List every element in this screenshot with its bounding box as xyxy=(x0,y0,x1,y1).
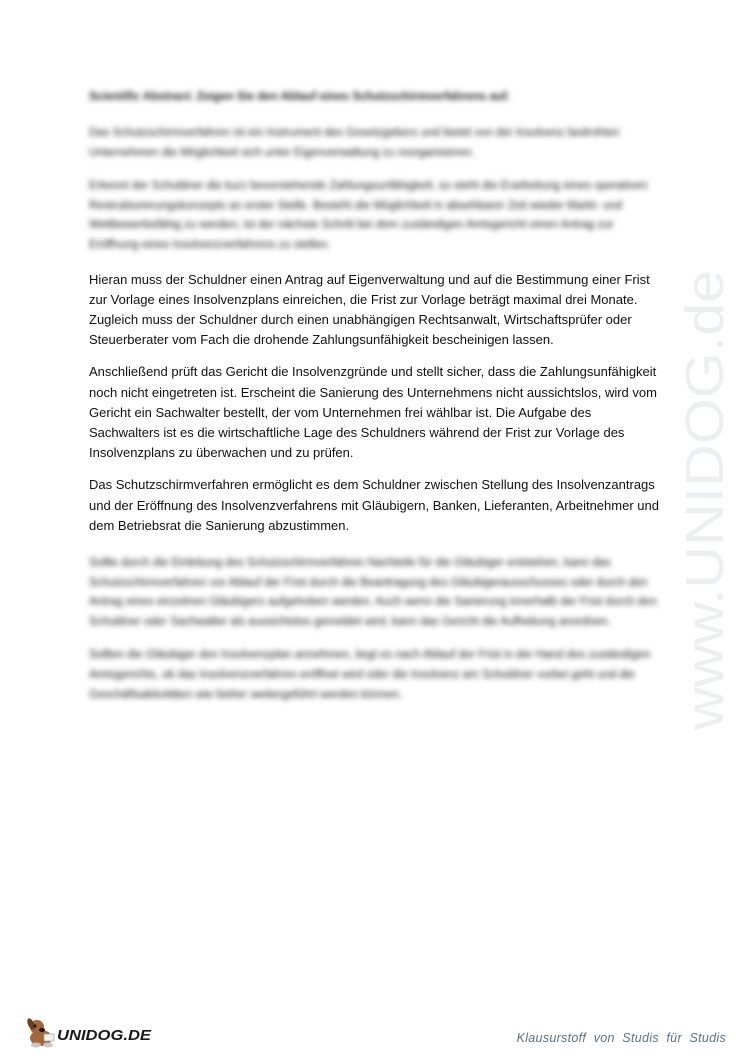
dog-mascot-icon xyxy=(26,1017,54,1047)
logo-text: UNIDOG.DE xyxy=(57,1027,153,1044)
paragraph-6: Sollte durch die Einleitung des Schutzschirmverfahren Nachteile für die Gläubiger entstehen, kann das Schutzschirmverfahren vor Ablauf der Frist durch die Beantragung des Gläubigerausschusses oder durch den Antrag eines einzelnen Gläubigers aufgehoben werden. Auch wenn die Sanierung innerhalb der Frist durch den Schuldner oder Sachwalter als aussichtslos gemeldet wird, kann das Gericht die Aufhebung anordnen. xyxy=(89,557,657,628)
paragraph-7: Sollten die Gläubiger den Insolvenzplan annehmen, liegt es nach Ablauf der Frist in der Hand des zuständigen Amtsgerichts, ob das Insolvenzverfahren eröffnet wird oder die Insolvenz am Schuldner vorbei geht und die Geschäftsaktivitäten wie bisher weitergeführt werden können. xyxy=(89,649,651,701)
watermark xyxy=(668,265,748,735)
paragraph-3: Hieran muss der Schuldner einen Antrag auf Eigenverwaltung und auf die Bestimmung einer Frist zur Vorlage eines Insolvenzplans einreichen, die Frist zur Vorlage beträgt maximal drei Monate. Zugleich muss der Schuldner durch einen unabhängigen Rechtsanwalt, Wirtschaftsprüfer oder Steuerberater vom Fach die drohende Zahlungsunfähigkeit bescheinigen lassen. xyxy=(89,271,650,348)
unidog-logo xyxy=(24,1014,154,1050)
document-body xyxy=(89,90,659,719)
document-title: Scientific Abstract: Zeigen Sie den Ablauf eines Schutzschirmverfahrens auf. xyxy=(89,91,510,103)
paragraph-5: Das Schutzschirmverfahren ermöglicht es dem Schuldner zwischen Stellung des Insolvenzantrags und der Eröffnung des Insolvenzverfahrens mit Gläubigern, Banken, Lieferanten, Arbeitnehmer und dem Betriebsrat die Sanierung abzustimmen. xyxy=(89,477,659,533)
paragraph-4: Anschließend prüft das Gericht die Insolvenzgründe und stellt sicher, dass die Zahlungsunfähigkeit noch nicht eingetreten ist. Erscheint die Sanierung des Unternehmens nicht aussichtslos, wird vom Gericht ein Sachwalter bestellt, der vom Unternehmen frei wählbar ist. Die Aufgabe des Sachwalters ist es die wirtschaftliche Lage des Schuldners während der Frist zur Vorlage des Insolvenzplans zu überwachen und zu prüfen. xyxy=(89,364,657,461)
paragraph-1: Das Schutzschirmverfahren ist ein Instrument des Gesetzgebers und bietet von der Insolvenz bedrohten Unternehmen die Möglichkeit sich unter Eigenverwaltung zu reorganisieren. xyxy=(89,127,620,159)
paragraph-2: Erkennt der Schuldner die kurz bevorstehende Zahlungsunfähigkeit, so steht die Erarbeitung eines operativen Restrukturierungskonzepts an erster Stelle. Besteht die Möglichkeit in absehbarer Zeit wieder Markt- und Wettbewerbsfähig zu werden, ist der nächste Schritt bei dem zuständigen Amtsgericht einen Antrag zur Eröffnung eines Insolvenzverfahrens zu stellen. xyxy=(89,180,648,251)
watermark-text: www.UNIDOG.de xyxy=(675,309,735,730)
footer-tagline: Klausurstoff von Studis für Studis xyxy=(516,1031,726,1045)
